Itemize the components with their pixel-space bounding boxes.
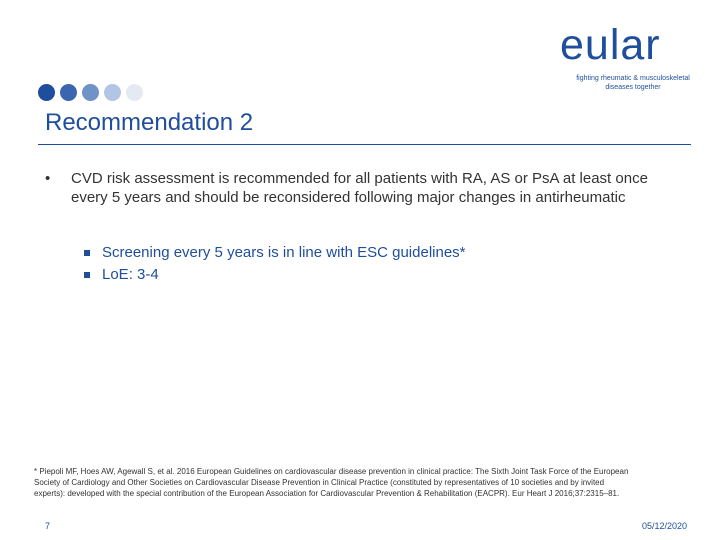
bullet-marker: • [45, 170, 51, 187]
page-number: 7 [45, 521, 51, 531]
slide-date: 05/12/2020 [641, 521, 687, 531]
dot-2 [60, 84, 77, 101]
title-divider [38, 144, 691, 145]
square-bullet-icon [84, 272, 90, 278]
eular-logo [560, 22, 700, 92]
sub-bullet-item [83, 264, 643, 286]
dot-1 [38, 84, 55, 101]
sub-bullet-text: LoE: 3-4 [102, 266, 159, 283]
sub-bullet-list [83, 242, 643, 286]
logo-wordmark: eular [560, 21, 661, 69]
decorative-dots [38, 84, 143, 101]
dot-4 [104, 84, 121, 101]
sub-bullet-text: Screening every 5 years is in line with ESC guidelines* [102, 244, 466, 261]
sub-bullet-item [83, 242, 643, 264]
main-bullet-text: CVD risk assessment is recommended for all patients with RA, AS or PsA at least once every 5 years and should be reconsidered following major changes in antirheumatic [71, 170, 648, 206]
footnote-reference: * Piepoli MF, Hoes AW, Agewall S, et al. 2016 European Guidelines on cardiovascular disease prevention in clinical practice: The Sixth Joint Task Force of the European Society of Cardiology and Other Societies on Cardiovascular Disease Prevention in Clinical Practice (constituted by representatives of 10 societies and by invited experts): developed with the special contribution of the European Association for Cardiovascular Prevention & Rehabilitation (EACPR). Eur Heart J 2016;37:2315–81. [34, 467, 629, 498]
slide-title: Recommendation 2 [45, 109, 254, 136]
logo-tagline [566, 74, 700, 92]
logo-tagline-line-1: fighting rheumatic & musculoskeletal [576, 75, 690, 82]
dot-5 [126, 84, 143, 101]
logo-tagline-line-2: diseases together [605, 84, 661, 91]
dot-3 [82, 84, 99, 101]
square-bullet-icon [84, 250, 90, 256]
